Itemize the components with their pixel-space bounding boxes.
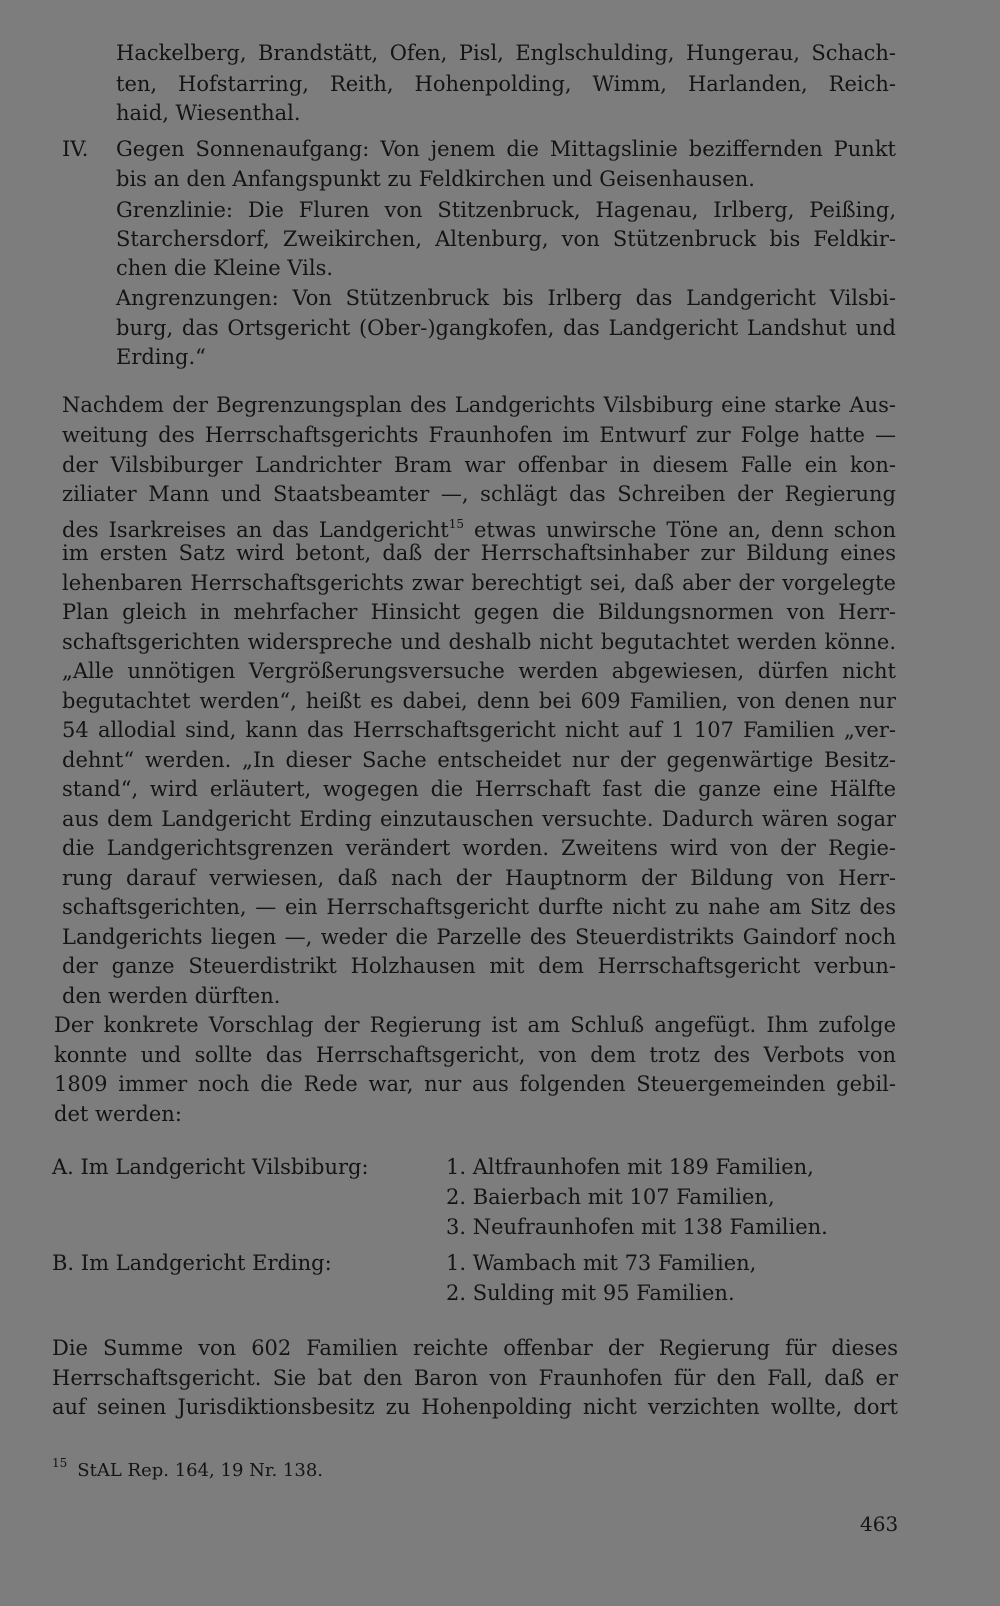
body-line: schaftsgerichten widerspreche und deshalb nicht begutachtet werden könne. (62, 630, 896, 654)
quote-line: ten, Hofstarring, Reith, Hohenpolding, Wimm, Harlanden, Reich- (116, 72, 896, 96)
body-line: Landgerichts liegen —, weder die Parzelle des Steuerdistrikts Gaindorf noch (62, 925, 896, 949)
body-line: Plan gleich in mehrfacher Hinsicht gegen die Bildungsnormen von Herr- (62, 600, 896, 624)
body-line: Herrschaftsgericht. Sie bat den Baron von Fraunhofen für den Fall, daß er (52, 1366, 898, 1390)
list-item: 1. Wambach mit 73 Familien, (446, 1251, 757, 1275)
body-line: begutachtet werden“, heißt es dabei, denn bei 609 Familien, von denen nur (62, 689, 896, 713)
quote-line: Gegen Sonnenaufgang: Von jenem die Mittagslinie beziffernden Punkt (116, 137, 896, 161)
page-number: 463 (860, 1512, 899, 1536)
body-line: schaftsgerichten, — ein Herrschaftsgericht durfte nicht zu nahe am Sitz des (62, 895, 896, 919)
body-line: den werden dürften. (62, 984, 281, 1008)
body-text: des Isarkreises an das Landgericht (62, 518, 449, 542)
quote-line: Hackelberg, Brandstätt, Ofen, Pisl, Englschulding, Hungerau, Schach- (116, 41, 896, 65)
body-line: konnte und sollte das Herrschaftsgericht, von dem trotz des Verbots von (54, 1043, 896, 1067)
quote-line: Angrenzungen: Von Stützenbruck bis Irlberg das Landgericht Vilsbi- (116, 286, 896, 310)
body-line: im ersten Satz wird betont, daß der Herrschaftsinhaber zur Bildung eines (62, 541, 896, 565)
list-group-label: B. Im Landgericht Erding: (52, 1251, 332, 1275)
section-marker-iv: IV. (62, 137, 89, 161)
footnote-text: StAL Rep. 164, 19 Nr. 138. (77, 1460, 324, 1481)
body-text: etwas unwirsche Töne an, denn schon (463, 518, 897, 542)
body-line: Nachdem der Begrenzungsplan des Landgerichts Vilsbiburg eine starke Aus- (62, 393, 896, 417)
quote-line: Grenzlinie: Die Fluren von Stitzenbruck, Hagenau, Irlberg, Peißing, (116, 198, 896, 222)
body-line: weitung des Herrschaftsgerichts Fraunhofen im Entwurf zur Folge hatte — (62, 423, 896, 447)
body-line: Der konkrete Vorschlag der Regierung ist am Schluß angefügt. Ihm zufolge (54, 1013, 896, 1037)
quote-line: burg, das Ortsgericht (Ober-)gangkofen, das Landgericht Landshut und (116, 316, 896, 340)
footnote (52, 1448, 324, 1481)
list-group-label: A. Im Landgericht Vilsbiburg: (52, 1155, 369, 1179)
list-item: 2. Sulding mit 95 Familien. (446, 1281, 735, 1305)
body-line: ziliater Mann und Staatsbeamter —, schlägt das Schreiben der Regierung (62, 482, 896, 506)
body-line: aus dem Landgericht Erding einzutauschen versuchte. Dadurch wären sogar (62, 807, 896, 831)
body-line: Die Summe von 602 Familien reichte offenbar der Regierung für dieses (52, 1336, 898, 1360)
body-line-with-footnote-ref (62, 509, 897, 542)
body-line: der Vilsbiburger Landrichter Bram war offenbar in diesem Falle ein kon- (62, 453, 896, 477)
list-item: 2. Baierbach mit 107 Familien, (446, 1185, 775, 1209)
body-line: dehnt“ werden. „In dieser Sache entscheidet nur der gegenwärtige Besitz- (62, 748, 896, 772)
body-line: 54 allodial sind, kann das Herrschaftsgericht nicht auf 1 107 Familien „ver- (62, 718, 896, 742)
body-line: rung darauf verwiesen, daß nach der Hauptnorm der Bildung von Herr- (62, 866, 896, 890)
quote-line: bis an den Anfangspunkt zu Feldkirchen und Geisenhausen. (116, 167, 755, 191)
body-line: der ganze Steuerdistrikt Holzhausen mit dem Herrschaftsgericht verbun- (62, 954, 896, 978)
body-line: die Landgerichtsgrenzen verändert worden. Zweitens wird von der Regie- (62, 836, 896, 860)
footnote-reference: 15 (448, 517, 464, 531)
quote-line: chen die Kleine Vils. (116, 256, 334, 280)
body-line: auf seinen Jurisdiktionsbesitz zu Hohenpolding nicht verzichten wollte, dort (52, 1395, 898, 1419)
body-line: stand“, wird erläutert, wogegen die Herrschaft fast die ganze eine Hälfte (62, 777, 896, 801)
body-line: 1809 immer noch die Rede war, nur aus folgenden Steuergemeinden gebil- (54, 1072, 896, 1096)
list-item: 1. Altfraunhofen mit 189 Familien, (446, 1155, 814, 1179)
body-line: det werden: (54, 1102, 182, 1126)
quote-line: Starchersdorf, Zweikirchen, Altenburg, von Stützenbruck bis Feldkir- (116, 227, 896, 251)
footnote-number: 15 (52, 1456, 68, 1470)
quote-line: Erding.“ (116, 345, 206, 369)
quote-line: haid, Wiesenthal. (116, 101, 301, 125)
body-line: lehenbaren Herrschaftsgerichts zwar berechtigt sei, daß aber der vorgelegte (62, 571, 896, 595)
list-item: 3. Neufraunhofen mit 138 Familien. (446, 1215, 828, 1239)
body-line: „Alle unnötigen Vergrößerungsversuche werden abgewiesen, dürfen nicht (62, 659, 896, 683)
